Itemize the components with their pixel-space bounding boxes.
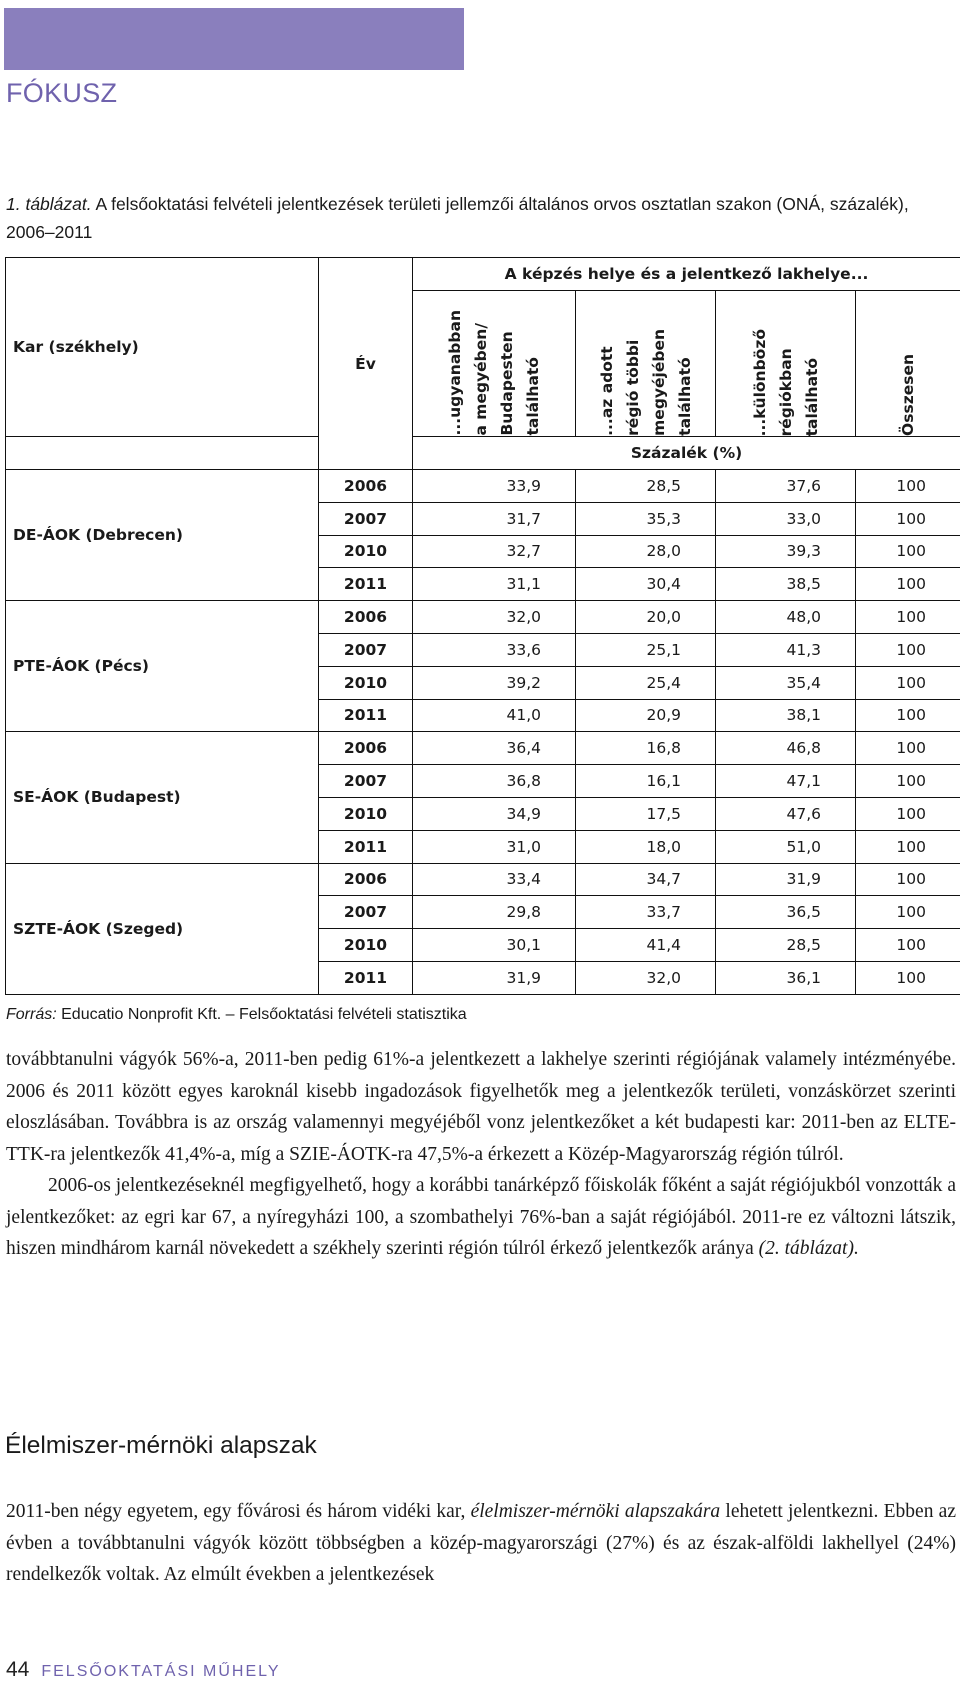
kar-cell: DE-ÁOK (Debrecen) <box>6 470 319 601</box>
value-cell: 41,3 <box>716 633 856 666</box>
table-row <box>6 732 960 765</box>
year-cell: 2010 <box>319 929 413 962</box>
value-cell: 32,0 <box>413 601 576 634</box>
source-label: Forrás: <box>6 1006 57 1023</box>
value-cell: 34,7 <box>576 863 716 896</box>
value-cell: 33,6 <box>413 633 576 666</box>
total-cell: 100 <box>856 601 960 634</box>
value-cell: 32,7 <box>413 535 576 568</box>
paragraph-2 <box>6 1170 956 1265</box>
total-cell: 100 <box>856 535 960 568</box>
value-cell: 33,7 <box>576 896 716 929</box>
total-cell: 100 <box>856 732 960 765</box>
table-row <box>6 470 960 503</box>
value-cell: 36,1 <box>716 961 856 994</box>
sub-header-label: Összesen <box>899 354 917 436</box>
total-cell: 100 <box>856 470 960 503</box>
value-cell: 25,1 <box>576 633 716 666</box>
data-table <box>5 257 960 995</box>
value-cell: 41,0 <box>413 699 576 732</box>
kar-header-spacer <box>6 437 319 470</box>
value-cell: 38,1 <box>716 699 856 732</box>
value-cell: 30,4 <box>576 568 716 601</box>
kar-cell: SE-ÁOK (Budapest) <box>6 732 319 863</box>
value-cell: 36,5 <box>716 896 856 929</box>
total-cell: 100 <box>856 929 960 962</box>
year-cell: 2006 <box>319 863 413 896</box>
total-cell: 100 <box>856 765 960 798</box>
table-caption-text: A felsőoktatási felvételi jelentkezések területi jellemzői általános orvos osztatlan szakon (ONÁ, százalék), 2006–2011 <box>6 194 909 242</box>
value-cell: 31,0 <box>413 830 576 863</box>
value-cell: 31,7 <box>413 502 576 535</box>
value-cell: 39,2 <box>413 666 576 699</box>
page-footer <box>6 1658 281 1682</box>
year-cell: 2006 <box>319 470 413 503</box>
total-cell: 100 <box>856 863 960 896</box>
value-cell: 47,1 <box>716 765 856 798</box>
year-cell: 2006 <box>319 601 413 634</box>
value-cell: 25,4 <box>576 666 716 699</box>
sub-header-label: ...az adott régió többi megyéjében található <box>597 329 694 436</box>
value-cell: 31,1 <box>413 568 576 601</box>
year-cell: 2010 <box>319 535 413 568</box>
value-cell: 51,0 <box>716 830 856 863</box>
total-cell: 100 <box>856 797 960 830</box>
year-cell: 2010 <box>319 666 413 699</box>
value-cell: 16,8 <box>576 732 716 765</box>
paragraph-3-italic: élelmiszer-mérnöki alapszakára <box>470 1501 721 1522</box>
kar-cell: PTE-ÁOK (Pécs) <box>6 601 319 732</box>
value-cell: 28,5 <box>576 470 716 503</box>
paragraph-3 <box>6 1496 956 1591</box>
body-text-block-2 <box>6 1496 956 1591</box>
value-cell: 48,0 <box>716 601 856 634</box>
col-header-ev: Év <box>319 258 413 470</box>
year-cell: 2011 <box>319 568 413 601</box>
value-cell: 31,9 <box>413 961 576 994</box>
kar-cell: SZTE-ÁOK (Szeged) <box>6 863 319 994</box>
value-cell: 16,1 <box>576 765 716 798</box>
value-cell: 34,9 <box>413 797 576 830</box>
total-cell: 100 <box>856 568 960 601</box>
value-cell: 41,4 <box>576 929 716 962</box>
value-cell: 17,5 <box>576 797 716 830</box>
value-cell: 33,9 <box>413 470 576 503</box>
total-cell: 100 <box>856 961 960 994</box>
value-cell: 47,6 <box>716 797 856 830</box>
section-label: FÓKUSZ <box>6 78 118 108</box>
table-body <box>6 470 960 995</box>
year-cell: 2007 <box>319 765 413 798</box>
value-cell: 28,0 <box>576 535 716 568</box>
total-cell: 100 <box>856 666 960 699</box>
value-cell: 36,8 <box>413 765 576 798</box>
journal-name: FELSŐOKTATÁSI MŰHELY <box>41 1663 281 1680</box>
year-cell: 2011 <box>319 699 413 732</box>
value-cell: 35,3 <box>576 502 716 535</box>
value-cell: 29,8 <box>413 896 576 929</box>
sub-header-same-region <box>576 291 716 437</box>
section-subheading: Élelmiszer-mérnöki alapszak <box>5 1432 317 1459</box>
value-cell: 20,9 <box>576 699 716 732</box>
total-cell: 100 <box>856 699 960 732</box>
unit-header: Százalék (%) <box>413 437 960 470</box>
value-cell: 39,3 <box>716 535 856 568</box>
sub-header-label: ...különböző régiókban található <box>750 328 821 436</box>
group-header: A képzés helye és a jelentkező lakhelye... <box>413 258 960 291</box>
sub-header-same-county <box>413 291 576 437</box>
table-source <box>6 1006 467 1024</box>
table-reference: (2. táblázat). <box>758 1238 859 1259</box>
total-cell: 100 <box>856 896 960 929</box>
value-cell: 36,4 <box>413 732 576 765</box>
value-cell: 18,0 <box>576 830 716 863</box>
source-text: Educatio Nonprofit Kft. – Felsőoktatási felvételi statisztika <box>56 1006 467 1023</box>
value-cell: 30,1 <box>413 929 576 962</box>
year-cell: 2007 <box>319 896 413 929</box>
value-cell: 28,5 <box>716 929 856 962</box>
year-cell: 2011 <box>319 961 413 994</box>
paragraph-3-start: 2011-ben négy egyetem, egy fővárosi és három vidéki kar, <box>6 1501 471 1522</box>
table-caption-prefix: 1. táblázat. <box>6 194 92 214</box>
total-cell: 100 <box>856 633 960 666</box>
value-cell: 37,6 <box>716 470 856 503</box>
value-cell: 46,8 <box>716 732 856 765</box>
value-cell: 38,5 <box>716 568 856 601</box>
year-cell: 2007 <box>319 633 413 666</box>
table-row <box>6 601 960 634</box>
col-header-kar: Kar (székhely) <box>6 258 319 437</box>
year-cell: 2011 <box>319 830 413 863</box>
year-cell: 2007 <box>319 502 413 535</box>
value-cell: 31,9 <box>716 863 856 896</box>
value-cell: 20,0 <box>576 601 716 634</box>
value-cell: 33,0 <box>716 502 856 535</box>
body-text-block-1 <box>6 1044 956 1265</box>
table-caption <box>6 190 956 246</box>
total-cell: 100 <box>856 830 960 863</box>
header-color-band <box>4 8 464 70</box>
total-cell: 100 <box>856 502 960 535</box>
value-cell: 33,4 <box>413 863 576 896</box>
value-cell: 35,4 <box>716 666 856 699</box>
page-number: 44 <box>6 1658 30 1681</box>
sub-header-different-region <box>716 291 856 437</box>
sub-header-total <box>856 291 960 437</box>
year-cell: 2006 <box>319 732 413 765</box>
value-cell: 32,0 <box>576 961 716 994</box>
paragraph-2-text: 2006-os jelentkezéseknél megfigyelhető, hogy a korábbi tanárképző főiskolák főként a saját régiójukból vonzották a jelentkezőket: az egri kar 67, a nyíregyházi 100, a szombathelyi 76%-ban a saját régiójából. 2011-re ez változni látszik, hiszen mindhárom karnál növekedett a székhely szerinti régión túlról érkező jelentkezők aránya <box>6 1175 956 1259</box>
table-row <box>6 863 960 896</box>
paragraph-3-end: lehetett jelentkezni. Ebben az évben a továbbtanulni vágyók között többségben a közép-magyarországi (27%) és az észak-alföldi lakhellyel (24%) rendelkezők voltak. Az elmúlt években a jelentkezések <box>6 1501 956 1585</box>
paragraph-1: továbbtanulni vágyók 56%-a, 2011-ben pedig 61%-a jelentkezett a lakhelye szerinti régiójának valamely intézményébe. 2006 és 2011 között egyes karoknál kisebb ingadozások figyelhetők meg a jelentkezők területi, vonzáskörzet szerinti eloszlásában. Továbbra is az ország valamennyi megyéjéből vonz jelentkezőket a két budapesti kar: 2011-ben az ELTE-TTK-ra jelentkezők 41,4%-a, míg a SZIE-ÁOTK-ra 47,5%-a érkezett a Közép-Magyarország régión túlról. <box>6 1049 956 1165</box>
year-cell: 2010 <box>319 797 413 830</box>
sub-header-label: ...ugyanabban a megyében/ Budapesten található <box>446 310 542 436</box>
